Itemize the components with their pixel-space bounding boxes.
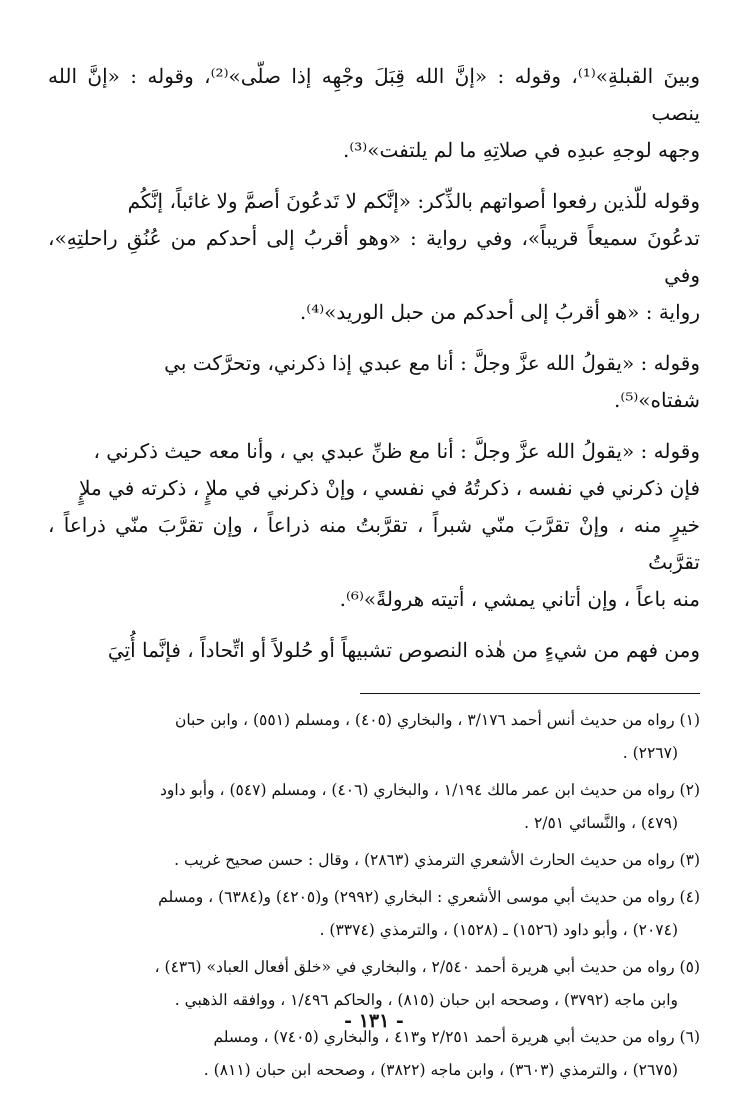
- footnote-line: (٣) رواه من حديث الحارث الأشعري الترمذي (٢٨٦٣) ، وقال : حسن صحيح غريب .: [174, 851, 700, 869]
- paragraph-5: [48, 632, 700, 669]
- text-line: شفتاه»⁽⁵⁾.: [614, 388, 700, 412]
- text-line: وقوله : «يقولُ الله عزَّ وجلَّ : أنا مع ظنِّ عبدي بي ، وأنا معه حيث ذكرني ،: [93, 439, 700, 463]
- footnote-line: (٦) رواه من حديث أبي هريرة أحمد ٢/٢٥١ و٤١٣ ، والبخاري (٧٤٠٥) ، ومسلم: [213, 1028, 700, 1046]
- text-line: ومن فهم من شيءٍ من هٰذه النصوص تشبيهاً أو حُلولاً أو اتِّحاداً ، فإنَّما أُتِيَ: [107, 638, 700, 662]
- paragraph-4: [48, 433, 700, 618]
- footnote-line: (٢) رواه من حديث ابن عمر مالك ١/١٩٤ ، والبخاري (٤٠٦) ، ومسلم (٥٤٧) ، وأبو داود: [159, 781, 700, 799]
- text-line: فإن ذكرني في نفسه ، ذكرتُهُ في نفسي ، وإنْ ذكرني في ملإٍ ، ذكرته في ملإٍ: [79, 476, 700, 500]
- footnote-5: [48, 951, 700, 1017]
- paragraph-1: [48, 58, 700, 169]
- main-text: [48, 58, 700, 669]
- text-line: رواية : «هو أقربُ إلى أحدكم من حبل الوريد»⁽⁴⁾.: [299, 300, 700, 324]
- footnote-1: [48, 704, 700, 770]
- footnote-line: (٢٢٦٧) .: [622, 744, 678, 762]
- paragraph-2: [48, 183, 700, 331]
- footnote-line: (٢٠٧٤) ، وأبو داود (١٥٢٦) ـ (١٥٢٨) ، والترمذي (٣٣٧٤) .: [319, 921, 678, 939]
- text-line: وجهه لوجهِ عبدِه في صلاتِهِ ما لم يلتفت»⁽³⁾.: [342, 138, 700, 162]
- text-line: خيرٍ منه ، وإنْ تقرَّبَ منّي شبراً ، تقرَّبتُ منه ذراعاً ، وإن تقرَّبَ منّي ذراعاً ، تقرَّبتُ: [48, 513, 700, 574]
- text-line: وقوله للّذين رفعوا أصواتهم بالذِّكر: «إنَّكم لا تَدعُونَ أصمَّ ولا غائباً، إنَّكُم: [127, 189, 700, 213]
- footnote-line: (٥) رواه من حديث أبي هريرة أحمد ٢/٥٤٠ ، والبخاري في «خلق أفعال العباد» (٤٣٦) ،: [154, 958, 700, 976]
- text-line: وبينَ القبلةِ»⁽¹⁾، وقوله : «إنَّ الله قِبَلَ وجْهِه إذا صلّى»⁽²⁾، وقوله : «إنَّ الله ينصب: [48, 64, 700, 125]
- footnote-divider: [360, 693, 700, 694]
- footnote-line: (٤) رواه من حديث أبي موسى الأشعري : البخاري (٢٩٩٢) و(٤٢٠٥) و(٦٣٨٤) ، ومسلم: [158, 888, 700, 906]
- text-line: تدعُونَ سميعاً قريباً»، وفي رواية : «وهو أقربُ إلى أحدكم من عُنُقِ راحلتِهِ»، وفي: [48, 226, 700, 287]
- text-line: منه باعاً ، وإن أتاني يمشي ، أتيته هرولةً»⁽⁶⁾.: [339, 587, 700, 611]
- paragraph-3: [48, 345, 700, 419]
- footnote-2: [48, 774, 700, 840]
- footnote-3: [48, 844, 700, 877]
- footnote-line: وابن ماجه (٣٧٩٢) ، وصححه ابن حبان (٨١٥) ، والحاكم ١/٤٩٦ ، ووافقه الذهبي .: [174, 991, 678, 1009]
- footnote-line: (١) رواه من حديث أنس أحمد ٣/١٧٦ ، والبخاري (٤٠٥) ، ومسلم (٥٥١) ، وابن حبان: [174, 711, 700, 729]
- page-number: - ١٣١ -: [344, 1010, 404, 1032]
- text-line: وقوله : «يقولُ الله عزَّ وجلَّ : أنا مع عبدي إذا ذكرني، وتحرَّكت بي: [164, 351, 700, 375]
- footnote-line: (٢٦٧٥) ، والترمذي (٣٦٠٣) ، وابن ماجه (٣٨٢٢) ، وصححه ابن حبان (٨١١) .: [203, 1061, 678, 1079]
- footnote-line: (٤٧٩) ، والنَّسائي ٢/٥١ .: [524, 814, 678, 832]
- footnote-4: [48, 881, 700, 947]
